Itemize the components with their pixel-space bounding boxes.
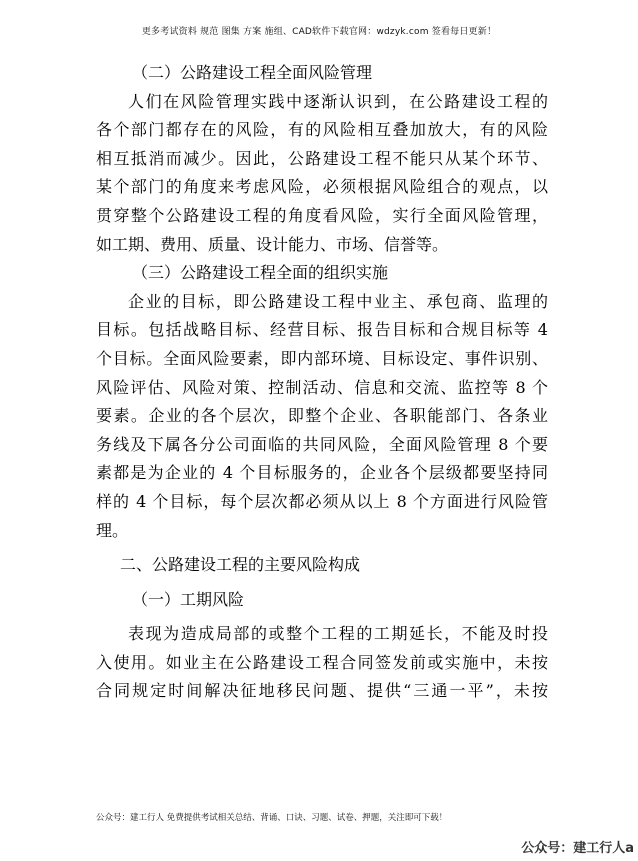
paragraph-line: 个目标。全面风险要素，即内部环境、目标设定、事件识别、 bbox=[96, 348, 548, 368]
paragraph-line: 理。 bbox=[96, 520, 129, 540]
paragraph-line: 样的 4 个目标，每个层次都必须从以上 8 个方面进行风险管 bbox=[96, 491, 548, 511]
document-body bbox=[96, 59, 548, 706]
paragraph-line: 要素。企业的各个层次，即整个企业、各职能部门、各条业 bbox=[96, 406, 548, 426]
paragraph-line: 目标。包括战略目标、经营目标、报告目标和合规目标等 4 bbox=[96, 320, 548, 340]
paragraph-line: 合同规定时间解决征地移民问题、提供“三通一平”，未按 bbox=[96, 681, 548, 701]
paragraph-line: 企业的目标，即公路建设工程中业主、承包商、监理的 bbox=[128, 291, 548, 311]
paragraph-line: 相互抵消而减少。因此，公路建设工程不能只从某个环节、 bbox=[96, 148, 548, 168]
paragraph-line: 某个部门的角度来考虑风险，必须根据风险组合的观点，以 bbox=[96, 177, 548, 197]
chapter-heading: 二、公路建设工程的主要风险构成 bbox=[120, 555, 361, 575]
paragraph-line: 风险评估、风险对策、控制活动、信息和交流、监控等 8 个 bbox=[96, 377, 548, 397]
paragraph-line: 表现为造成局部的或整个工程的工期延长，不能及时投 bbox=[128, 624, 548, 644]
page-header: 更多考试资料 规范 图集 方案 施组、CAD软件下载官网：wdzyk.com 签看每日更新！ bbox=[141, 27, 497, 37]
paragraph-line: 各个部门都存在的风险，有的风险相互叠加放大，有的风险 bbox=[96, 120, 548, 140]
paragraph-line: 如工期、费用、质量、设计能力、市场、信誉等。 bbox=[96, 234, 449, 254]
paragraph-line: 贯穿整个公路建设工程的角度看风险，实行全面风险管理， bbox=[96, 205, 548, 225]
paragraph-line: 入使用。如业主在公路建设工程合同签发前或实施中，未按 bbox=[96, 652, 548, 672]
paragraph-line: 务线及下属各分公司面临的共同风险，全面风险管理 8 个要 bbox=[96, 434, 548, 454]
paragraph-line: 素都是为企业的 4 个目标服务的，企业各个层级都要坚持同 bbox=[96, 463, 548, 483]
page-footer: 公众号：建工行人 免费提供考试相关总结、背诵、口诀、习题、试卷、押题，关注即可下载！ bbox=[96, 813, 448, 823]
section-heading: （三）公路建设工程全面的组织实施 bbox=[132, 263, 389, 283]
paragraph-line: 人们在风险管理实践中逐渐认识到，在公路建设工程的 bbox=[128, 91, 548, 111]
section-heading: （一）工期风险 bbox=[132, 589, 245, 609]
section-heading: （二）公路建设工程全面风险管理 bbox=[132, 63, 373, 82]
watermark: 公众号：建工行人a bbox=[521, 841, 634, 856]
